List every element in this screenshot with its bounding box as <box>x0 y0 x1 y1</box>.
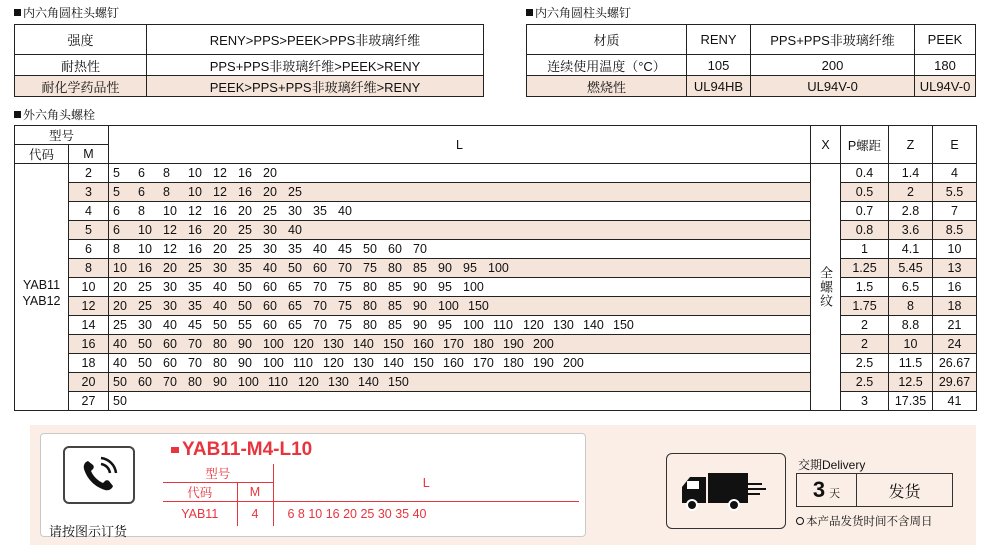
header-m: M <box>69 145 109 164</box>
l-value: 25 <box>188 261 202 275</box>
z-cell: 8 <box>889 297 933 316</box>
header-code: 代码 <box>15 145 69 164</box>
e-cell: 29.67 <box>933 373 977 392</box>
header-l: L <box>109 126 811 164</box>
l-value: 16 <box>188 223 202 237</box>
m-cell: 14 <box>69 316 109 335</box>
table-cell: 燃烧性 <box>527 76 687 97</box>
l-value: 40 <box>288 223 302 237</box>
l-value: 85 <box>388 299 402 313</box>
row-label: 耐热性 <box>15 55 147 76</box>
p-cell: 0.8 <box>841 221 889 240</box>
table-cell: UL94V-0 <box>751 76 915 97</box>
l-value: 100 <box>263 337 284 351</box>
p-cell: 0.5 <box>841 183 889 202</box>
table-cell: 105 <box>687 55 751 76</box>
x-value: 全螺纹 <box>818 266 833 308</box>
e-cell: 41 <box>933 392 977 411</box>
l-value: 20 <box>238 204 252 218</box>
l-value: 20 <box>213 223 227 237</box>
l-value: 100 <box>263 356 284 370</box>
p-cell: 2.5 <box>841 354 889 373</box>
p-cell: 2 <box>841 316 889 335</box>
l-value: 180 <box>503 356 524 370</box>
e-cell: 26.67 <box>933 354 977 373</box>
l-value: 150 <box>388 375 409 389</box>
l-value: 30 <box>138 318 152 332</box>
l-values-cell <box>109 354 811 373</box>
ex-header-code: 代码 <box>163 483 237 502</box>
l-value: 30 <box>263 223 277 237</box>
l-value: 70 <box>188 337 202 351</box>
e-cell: 8.5 <box>933 221 977 240</box>
e-cell: 10 <box>933 240 977 259</box>
l-value: 110 <box>493 318 513 332</box>
l-values-cell <box>109 297 811 316</box>
order-example-box <box>40 433 586 537</box>
l-value: 12 <box>213 185 227 199</box>
l-value: 10 <box>138 242 152 256</box>
p-cell: 1.25 <box>841 259 889 278</box>
z-cell: 2.8 <box>889 202 933 221</box>
l-value: 10 <box>188 166 202 180</box>
ex-value-m: 4 <box>237 502 273 526</box>
z-cell: 12.5 <box>889 373 933 392</box>
l-value: 70 <box>313 318 327 332</box>
l-value: 55 <box>238 318 252 332</box>
m-cell: 8 <box>69 259 109 278</box>
l-value: 80 <box>363 299 377 313</box>
l-value: 65 <box>288 299 302 313</box>
e-cell: 24 <box>933 335 977 354</box>
material-table <box>526 24 976 97</box>
l-value: 12 <box>163 223 177 237</box>
z-cell: 2 <box>889 183 933 202</box>
p-cell: 2.5 <box>841 373 889 392</box>
l-value: 80 <box>363 318 377 332</box>
l-value: 90 <box>238 356 252 370</box>
l-value: 140 <box>353 337 374 351</box>
m-cell: 6 <box>69 240 109 259</box>
z-cell: 17.35 <box>889 392 933 411</box>
l-value: 70 <box>313 299 327 313</box>
l-values-cell <box>109 202 811 221</box>
l-value: 130 <box>323 337 344 351</box>
header-row <box>15 126 977 145</box>
l-value: 60 <box>263 318 277 332</box>
l-value: 160 <box>413 337 434 351</box>
l-value: 45 <box>338 242 352 256</box>
l-value: 140 <box>583 318 604 332</box>
l-value: 95 <box>463 261 477 275</box>
l-value: 80 <box>388 261 402 275</box>
l-value: 16 <box>188 242 202 256</box>
mat-table-title: 内六角圆柱头螺钉 <box>526 4 631 21</box>
m-cell: 18 <box>69 354 109 373</box>
l-value: 50 <box>238 280 252 294</box>
z-cell: 1.4 <box>889 164 933 183</box>
header-cell: RENY <box>687 25 751 55</box>
l-value: 90 <box>413 280 427 294</box>
m-cell: 20 <box>69 373 109 392</box>
l-value: 60 <box>163 356 177 370</box>
l-value: 200 <box>533 337 554 351</box>
l-value: 130 <box>553 318 574 332</box>
l-value: 110 <box>293 356 313 370</box>
ex-header-m: M <box>237 483 273 502</box>
x-cell <box>811 164 841 411</box>
l-value: 120 <box>323 356 344 370</box>
l-value: 75 <box>338 299 352 313</box>
table-row <box>15 164 977 183</box>
l-value: 200 <box>563 356 584 370</box>
l-value: 45 <box>188 318 202 332</box>
l-value: 30 <box>163 280 177 294</box>
l-value: 60 <box>263 299 277 313</box>
l-values-cell <box>109 259 811 278</box>
l-value: 25 <box>238 242 252 256</box>
l-value: 20 <box>213 242 227 256</box>
l-value: 90 <box>213 375 227 389</box>
l-value: 20 <box>113 280 127 294</box>
l-values-cell <box>109 316 811 335</box>
main-table-title: 外六角头螺栓 <box>14 106 95 123</box>
l-value: 20 <box>263 185 277 199</box>
order-example-table <box>163 464 579 526</box>
l-value: 40 <box>113 356 127 370</box>
l-value: 150 <box>613 318 634 332</box>
l-value: 10 <box>188 185 202 199</box>
l-value: 40 <box>263 261 277 275</box>
l-value: 60 <box>313 261 327 275</box>
l-value: 120 <box>298 375 319 389</box>
code-value: YAB12 <box>22 294 61 308</box>
order-code-title: YAB11-M4-L10 <box>171 439 312 461</box>
order-panel <box>30 425 976 545</box>
e-cell: 13 <box>933 259 977 278</box>
m-cell: 5 <box>69 221 109 240</box>
m-cell: 12 <box>69 297 109 316</box>
l-value: 12 <box>163 242 177 256</box>
l-value: 70 <box>188 356 202 370</box>
l-value: 90 <box>438 261 452 275</box>
spec-table <box>14 125 977 411</box>
l-value: 30 <box>288 204 302 218</box>
l-value: 190 <box>503 337 524 351</box>
p-cell: 3 <box>841 392 889 411</box>
table-row <box>163 502 579 526</box>
e-cell: 18 <box>933 297 977 316</box>
l-value: 8 <box>163 185 170 199</box>
l-value: 140 <box>358 375 379 389</box>
l-value: 50 <box>213 318 227 332</box>
z-cell: 6.5 <box>889 278 933 297</box>
p-cell: 0.7 <box>841 202 889 221</box>
l-value: 6 <box>138 185 145 199</box>
l-values-cell <box>109 278 811 297</box>
m-cell: 4 <box>69 202 109 221</box>
delivery-action: 发货 <box>888 483 921 501</box>
l-value: 6 <box>113 223 120 237</box>
l-value: 75 <box>338 318 352 332</box>
l-value: 16 <box>213 204 227 218</box>
l-value: 130 <box>353 356 374 370</box>
l-value: 60 <box>163 337 177 351</box>
l-value: 110 <box>268 375 288 389</box>
table-row <box>527 76 976 97</box>
l-value: 170 <box>443 337 464 351</box>
l-value: 100 <box>238 375 259 389</box>
e-cell: 7 <box>933 202 977 221</box>
l-value: 65 <box>288 318 302 332</box>
phone-icon <box>63 446 135 504</box>
property-comparison-table <box>14 24 484 97</box>
header-p: P螺距 <box>841 126 889 164</box>
row-label: 耐化学药品性 <box>15 76 147 97</box>
z-cell: 10 <box>889 335 933 354</box>
l-value: 35 <box>288 242 302 256</box>
delivery-days-unit: 天 <box>829 488 841 500</box>
table-row <box>527 25 976 55</box>
l-value: 50 <box>138 337 152 351</box>
l-value: 60 <box>263 280 277 294</box>
header-cell: 材质 <box>527 25 687 55</box>
header-e: E <box>933 126 977 164</box>
l-value: 90 <box>238 337 252 351</box>
l-value: 90 <box>413 299 427 313</box>
l-value: 12 <box>213 166 227 180</box>
l-value: 20 <box>113 299 127 313</box>
l-value: 150 <box>413 356 434 370</box>
l-value: 8 <box>163 166 170 180</box>
l-value: 50 <box>138 356 152 370</box>
code-value: YAB11 <box>22 278 61 292</box>
l-value: 35 <box>238 261 252 275</box>
l-value: 75 <box>363 261 377 275</box>
l-values-cell <box>109 183 811 202</box>
l-value: 40 <box>313 242 327 256</box>
l-value: 10 <box>138 223 152 237</box>
row-value: RENY>PPS>PEEK>PPS非玻璃纤维 <box>147 25 484 55</box>
table-cell: UL94HB <box>687 76 751 97</box>
l-value: 8 <box>113 242 120 256</box>
m-cell: 2 <box>69 164 109 183</box>
l-value: 6 <box>138 166 145 180</box>
l-value: 75 <box>338 280 352 294</box>
z-cell: 8.8 <box>889 316 933 335</box>
l-value: 20 <box>163 261 177 275</box>
l-value: 25 <box>113 318 127 332</box>
p-cell: 1 <box>841 240 889 259</box>
l-value: 100 <box>463 318 484 332</box>
l-value: 140 <box>383 356 404 370</box>
l-value: 16 <box>238 185 252 199</box>
l-value: 40 <box>338 204 352 218</box>
l-value: 30 <box>163 299 177 313</box>
l-value: 100 <box>463 280 484 294</box>
table-cell: 180 <box>915 55 976 76</box>
p-cell: 1.5 <box>841 278 889 297</box>
l-value: 60 <box>138 375 152 389</box>
l-value: 60 <box>388 242 402 256</box>
m-cell: 10 <box>69 278 109 297</box>
l-value: 50 <box>363 242 377 256</box>
ex-value-l: 6 8 10 16 20 25 30 35 40 <box>273 502 579 526</box>
l-value: 40 <box>113 337 127 351</box>
l-value: 130 <box>328 375 349 389</box>
table-cell: UL94V-0 <box>915 76 976 97</box>
l-value: 30 <box>213 261 227 275</box>
table-row <box>163 464 579 483</box>
p-cell: 1.75 <box>841 297 889 316</box>
header-z: Z <box>889 126 933 164</box>
l-value: 5 <box>113 185 120 199</box>
cap-table-title: 内六角圆柱头螺钉 <box>14 4 119 21</box>
l-value: 35 <box>188 299 202 313</box>
l-value: 100 <box>438 299 459 313</box>
delivery-days-box <box>796 473 953 507</box>
e-cell: 4 <box>933 164 977 183</box>
l-value: 50 <box>113 394 127 408</box>
header-cell: PPS+PPS非玻璃纤维 <box>751 25 915 55</box>
l-value: 95 <box>438 280 452 294</box>
l-value: 10 <box>163 204 177 218</box>
l-values-cell <box>109 240 811 259</box>
header-x: X <box>811 126 841 164</box>
truck-icon <box>666 453 786 529</box>
l-value: 8 <box>138 204 145 218</box>
l-value: 40 <box>163 318 177 332</box>
l-values-cell <box>109 164 811 183</box>
l-value: 70 <box>163 375 177 389</box>
table-cell: 连续使用温度（°C） <box>527 55 687 76</box>
l-value: 95 <box>438 318 452 332</box>
row-value: PEEK>PPS+PPS非玻璃纤维>RENY <box>147 76 484 97</box>
l-value: 5 <box>113 166 120 180</box>
l-value: 170 <box>473 356 494 370</box>
l-value: 180 <box>473 337 494 351</box>
table-cell: 200 <box>751 55 915 76</box>
l-value: 35 <box>188 280 202 294</box>
z-cell: 11.5 <box>889 354 933 373</box>
l-value: 80 <box>363 280 377 294</box>
l-value: 25 <box>138 299 152 313</box>
l-value: 85 <box>388 280 402 294</box>
l-value: 150 <box>383 337 404 351</box>
ex-header-model: 型号 <box>163 464 273 483</box>
table-row <box>15 76 484 97</box>
l-value: 6 <box>113 204 120 218</box>
m-cell: 16 <box>69 335 109 354</box>
p-cell: 0.4 <box>841 164 889 183</box>
p-cell: 2 <box>841 335 889 354</box>
delivery-note: 本产品发货时间不含周日 <box>796 513 933 529</box>
row-value: PPS+PPS非玻璃纤维>PEEK>RENY <box>147 55 484 76</box>
l-value: 70 <box>338 261 352 275</box>
l-value: 70 <box>313 280 327 294</box>
l-value: 80 <box>213 337 227 351</box>
l-value: 40 <box>213 299 227 313</box>
l-values-cell <box>109 335 811 354</box>
table-row <box>15 25 484 55</box>
l-value: 80 <box>188 375 202 389</box>
l-value: 50 <box>238 299 252 313</box>
e-cell: 21 <box>933 316 977 335</box>
l-value: 65 <box>288 280 302 294</box>
header-cell: PEEK <box>915 25 976 55</box>
l-value: 90 <box>413 318 427 332</box>
m-cell: 3 <box>69 183 109 202</box>
l-value: 16 <box>138 261 152 275</box>
m-cell: 27 <box>69 392 109 411</box>
z-cell: 4.1 <box>889 240 933 259</box>
l-value: 80 <box>213 356 227 370</box>
l-value: 25 <box>263 204 277 218</box>
l-value: 40 <box>213 280 227 294</box>
l-value: 70 <box>413 242 427 256</box>
l-values-cell <box>109 392 811 411</box>
l-values-cell <box>109 373 811 392</box>
l-value: 120 <box>523 318 544 332</box>
table-row <box>15 55 484 76</box>
l-value: 30 <box>263 242 277 256</box>
e-cell: 5.5 <box>933 183 977 202</box>
ex-value-code: YAB11 <box>163 502 237 526</box>
l-value: 50 <box>113 375 127 389</box>
l-values-cell <box>109 221 811 240</box>
l-value: 85 <box>413 261 427 275</box>
l-value: 120 <box>293 337 314 351</box>
l-value: 50 <box>288 261 302 275</box>
l-value: 25 <box>238 223 252 237</box>
l-value: 10 <box>113 261 127 275</box>
header-model: 型号 <box>15 126 109 145</box>
l-value: 25 <box>138 280 152 294</box>
l-value: 16 <box>238 166 252 180</box>
delivery-days: 3 <box>812 477 826 502</box>
code-cell <box>15 164 69 411</box>
z-cell: 3.6 <box>889 221 933 240</box>
l-value: 12 <box>188 204 202 218</box>
l-value: 85 <box>388 318 402 332</box>
delivery-label: 交期Delivery <box>798 458 866 472</box>
l-value: 150 <box>468 299 489 313</box>
l-value: 160 <box>443 356 464 370</box>
order-instruction-label: 请按图示订货 <box>49 524 128 539</box>
l-value: 100 <box>488 261 509 275</box>
l-value: 35 <box>313 204 327 218</box>
e-cell: 16 <box>933 278 977 297</box>
row-label: 强度 <box>15 25 147 55</box>
l-value: 20 <box>263 166 277 180</box>
l-value: 25 <box>288 185 302 199</box>
l-value: 190 <box>533 356 554 370</box>
ex-header-l: L <box>273 464 579 502</box>
table-row <box>527 55 976 76</box>
z-cell: 5.45 <box>889 259 933 278</box>
